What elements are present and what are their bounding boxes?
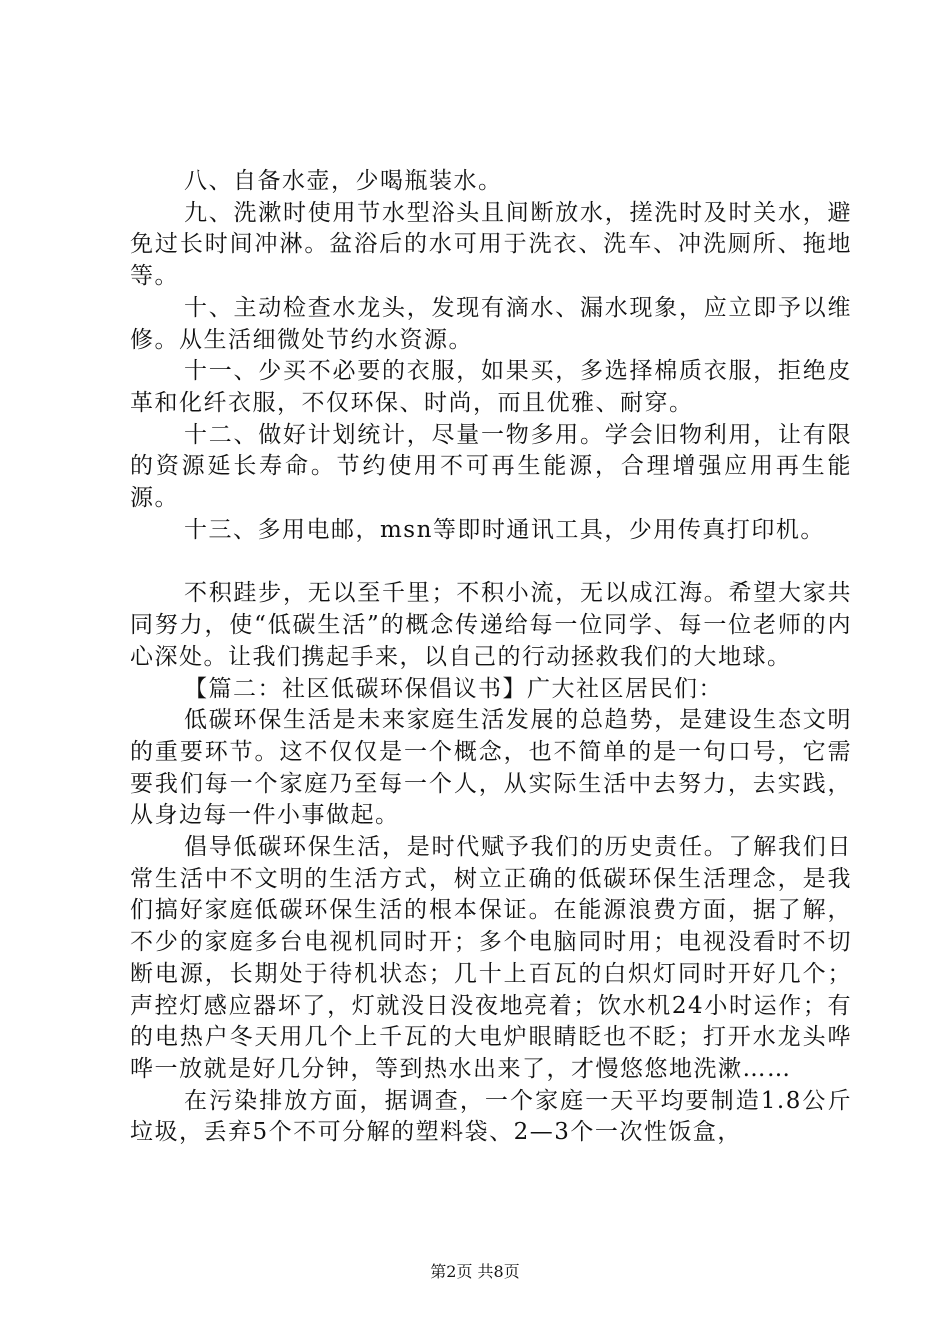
paragraph-item-12: 十二、做好计划统计，尽量一物多用。学会旧物利用，让有限的资源延长寿命。节约使用不可再生能源，合理增强应用再生能源。 (130, 421, 852, 512)
page-number: 第2页 共8页 (430, 1262, 520, 1281)
paragraph-low-carbon-trend: 低碳环保生活是未来家庭生活发展的总趋势，是建设生态文明的重要环节。这不仅仅是一个概念，也不简单的是一句口号，它需要我们每一个家庭乃至每一个人，从实际生活中去努力，去实践，从身边每一件小事做起。 (130, 707, 852, 829)
section-heading-part-two: 【篇二：社区低碳环保倡议书】广大社区居民们： (184, 675, 723, 702)
paragraph-item-8: 八、自备水壶，少喝瓶装水。 (184, 168, 503, 194)
paragraph-item-9: 九、洗漱时使用节水型浴头且间断放水，搓洗时及时关水，避免过长时间冲淋。盆浴后的水可用于洗衣、洗车、冲洗厕所、拖地等。 (130, 199, 852, 290)
paragraph-pollution: 在污染排放方面，据调查，一个家庭一天平均要制造1.8公斤垃圾，丢弃5个不可分解的塑料袋、2—3个一次性饭盒， (130, 1087, 852, 1146)
paragraph-closing: 不积跬步，无以至千里；不积小流，无以成江海。希望大家共同努力，使“低碳生活”的概念传递给每一位同学、每一位老师的内心深处。让我们携起手来，以自己的行动拯救我们的大地球。 (130, 580, 852, 670)
paragraph-item-10: 十、主动检查水龙头，发现有滴水、漏水现象，应立即予以维修。从生活细微处节约水资源。 (130, 294, 852, 353)
paragraph-item-13: 十三、多用电邮，msn等即时通讯工具，少用传真打印机。 (184, 516, 825, 543)
paragraph-gap (130, 546, 852, 578)
paragraph-energy-waste: 倡导低碳环保生活，是时代赋予我们的历史责任。了解我们日常生活中不文明的生活方式，树立正确的低碳环保生活理念，是我们搞好家庭低碳环保生活的根本保证。在能源浪费方面，据了解，不少的家庭多台电视机同时开；多个电脑同时用；电视没看时不切断电源，长期处于待机状态；几十上百瓦的白炽灯同时开好几个；声控灯感应器坏了，灯就没日没夜地亮着；饮水机24小时运作；有的电热户冬天用几个上千瓦的大电炉眼睛眨也不眨；打开水龙头哗哗一放就是好几分钟，等到热水出来了，才慢悠悠地洗漱…… (130, 834, 852, 1082)
paragraph-item-11: 十一、少买不必要的衣服，如果买，多选择棉质衣服，拒绝皮革和化纤衣服，不仅环保、时尚，而且优雅、耐穿。 (130, 358, 852, 416)
document-body (130, 166, 852, 1149)
